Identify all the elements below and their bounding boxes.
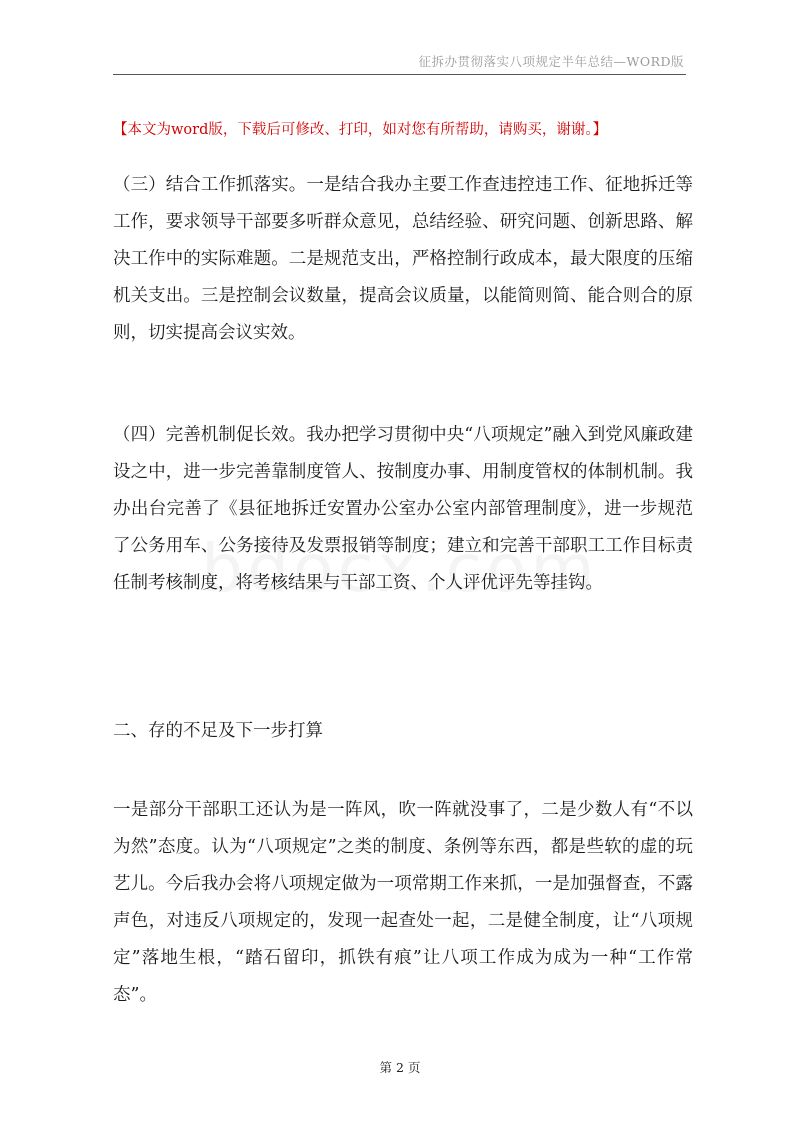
download-notice: 【本文为word版，下载后可修改、打印，如对您有所帮助，请购买，谢谢。】	[113, 122, 608, 138]
section-heading: 二、存的不足及下一步打算	[113, 721, 323, 741]
paragraph-section-three: （三）结合工作抓落实。一是结合我办主要工作查违控违工作、征地拆迁等工作，要求领导干部要多听群众意见，总结经验、研究问题、创新思路、解决工作中的实际难题。二是规范支出，严格控制行政成本，最大限度的压缩机关支出。三是控制会议数量，提高会议质量，以能简则简、能合则合的原则，切实提高会议实效。	[113, 175, 693, 343]
paragraph-shortcomings: 一是部分干部职工还认为是一阵风，吹一阵就没事了，二是少数人有“不以为然”态度。认为“八项规定”之类的制度、条例等东西，都是些软的虚的玩艺儿。今后我办会将八项规定做为一项常期工作来抓，一是加强督查，不露声色，对违反八项规定的，发现一起查处一起，二是健全制度，让“八项规定”落地生根，“踏石留印，抓铁有痕”让八项工作成为成为一种“工作常态”。	[113, 800, 693, 1005]
document-header-title: 征拆办贯彻落实八项规定半年总结—WORD版	[418, 54, 684, 69]
paragraph-section-four: （四）完善机制促长效。我办把学习贯彻中央“八项规定”融入到党风廉政建设之中，进一步完善靠制度管人、按制度办事、用制度管权的体制机制。我办出台完善了《县征地拆迁安置办公室办公室内部管理制度》，进一步规范了公务用车、公务接待及发票报销等制度；建立和完善干部职工工作目标责任制考核制度，将考核结果与干部工资、个人评优评先等挂钩。	[113, 425, 693, 593]
header-divider	[113, 74, 686, 75]
page-number: 第 2 页	[379, 1060, 421, 1075]
